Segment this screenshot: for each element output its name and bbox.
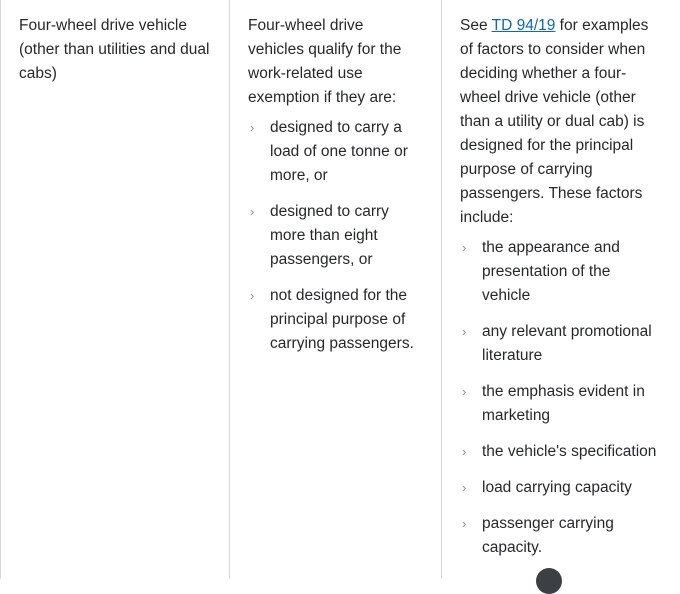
list-item-label: the appearance and presentation of the vehicle bbox=[482, 239, 620, 304]
list-item bbox=[460, 440, 662, 464]
vehicle-type-text: Four-wheel drive vehicle (other than utilities and dual cabs) bbox=[19, 17, 210, 82]
list-item bbox=[248, 200, 423, 272]
list-item bbox=[460, 476, 662, 500]
chevron-right-icon: › bbox=[250, 120, 255, 135]
chevron-right-icon: › bbox=[462, 324, 467, 339]
chevron-right-icon: › bbox=[250, 288, 255, 303]
exemption-criteria-list bbox=[248, 116, 423, 356]
list-item-label: designed to carry a load of one tonne or more, or bbox=[270, 119, 408, 184]
list-item bbox=[460, 512, 662, 560]
list-item bbox=[460, 236, 662, 308]
guidance-intro-suffix: for examples of factors to consider when deciding whether a four-wheel drive vehicle (other than a utility or dual cab) is designed for the principal purpose of carrying passengers. These factors include: bbox=[460, 17, 649, 226]
list-item bbox=[248, 116, 423, 188]
exemption-criteria-intro: Four-wheel drive vehicles qualify for the work-related use exemption if they are: bbox=[248, 17, 402, 106]
chevron-right-icon: › bbox=[462, 480, 467, 495]
list-item bbox=[460, 320, 662, 368]
list-item-label: passenger carrying capacity. bbox=[482, 515, 614, 556]
list-item-label: not designed for the principal purpose of carrying passengers. bbox=[270, 287, 414, 352]
chevron-right-icon: › bbox=[462, 516, 467, 531]
chevron-right-icon: › bbox=[462, 240, 467, 255]
list-item bbox=[460, 380, 662, 428]
table-cell-exemption-criteria bbox=[230, 0, 442, 579]
list-item-label: any relevant promotional literature bbox=[482, 323, 652, 364]
table-cell-vehicle-type bbox=[0, 0, 230, 579]
list-item bbox=[248, 284, 423, 356]
list-item-label: designed to carry more than eight passengers, or bbox=[270, 203, 389, 268]
guidance-intro bbox=[460, 14, 662, 230]
guidance-intro-prefix: See bbox=[460, 17, 492, 34]
td-ruling-link[interactable]: TD 94/19 bbox=[491, 17, 556, 34]
table-cell-guidance-factors bbox=[442, 0, 680, 579]
chevron-right-icon: › bbox=[462, 444, 467, 459]
list-item-label: load carrying capacity bbox=[482, 479, 632, 496]
guidance-factors-list bbox=[460, 236, 662, 560]
chevron-right-icon: › bbox=[250, 204, 255, 219]
list-item-label: the emphasis evident in marketing bbox=[482, 383, 645, 424]
list-item-label: the vehicle's specification bbox=[482, 443, 657, 460]
chevron-right-icon: › bbox=[462, 384, 467, 399]
